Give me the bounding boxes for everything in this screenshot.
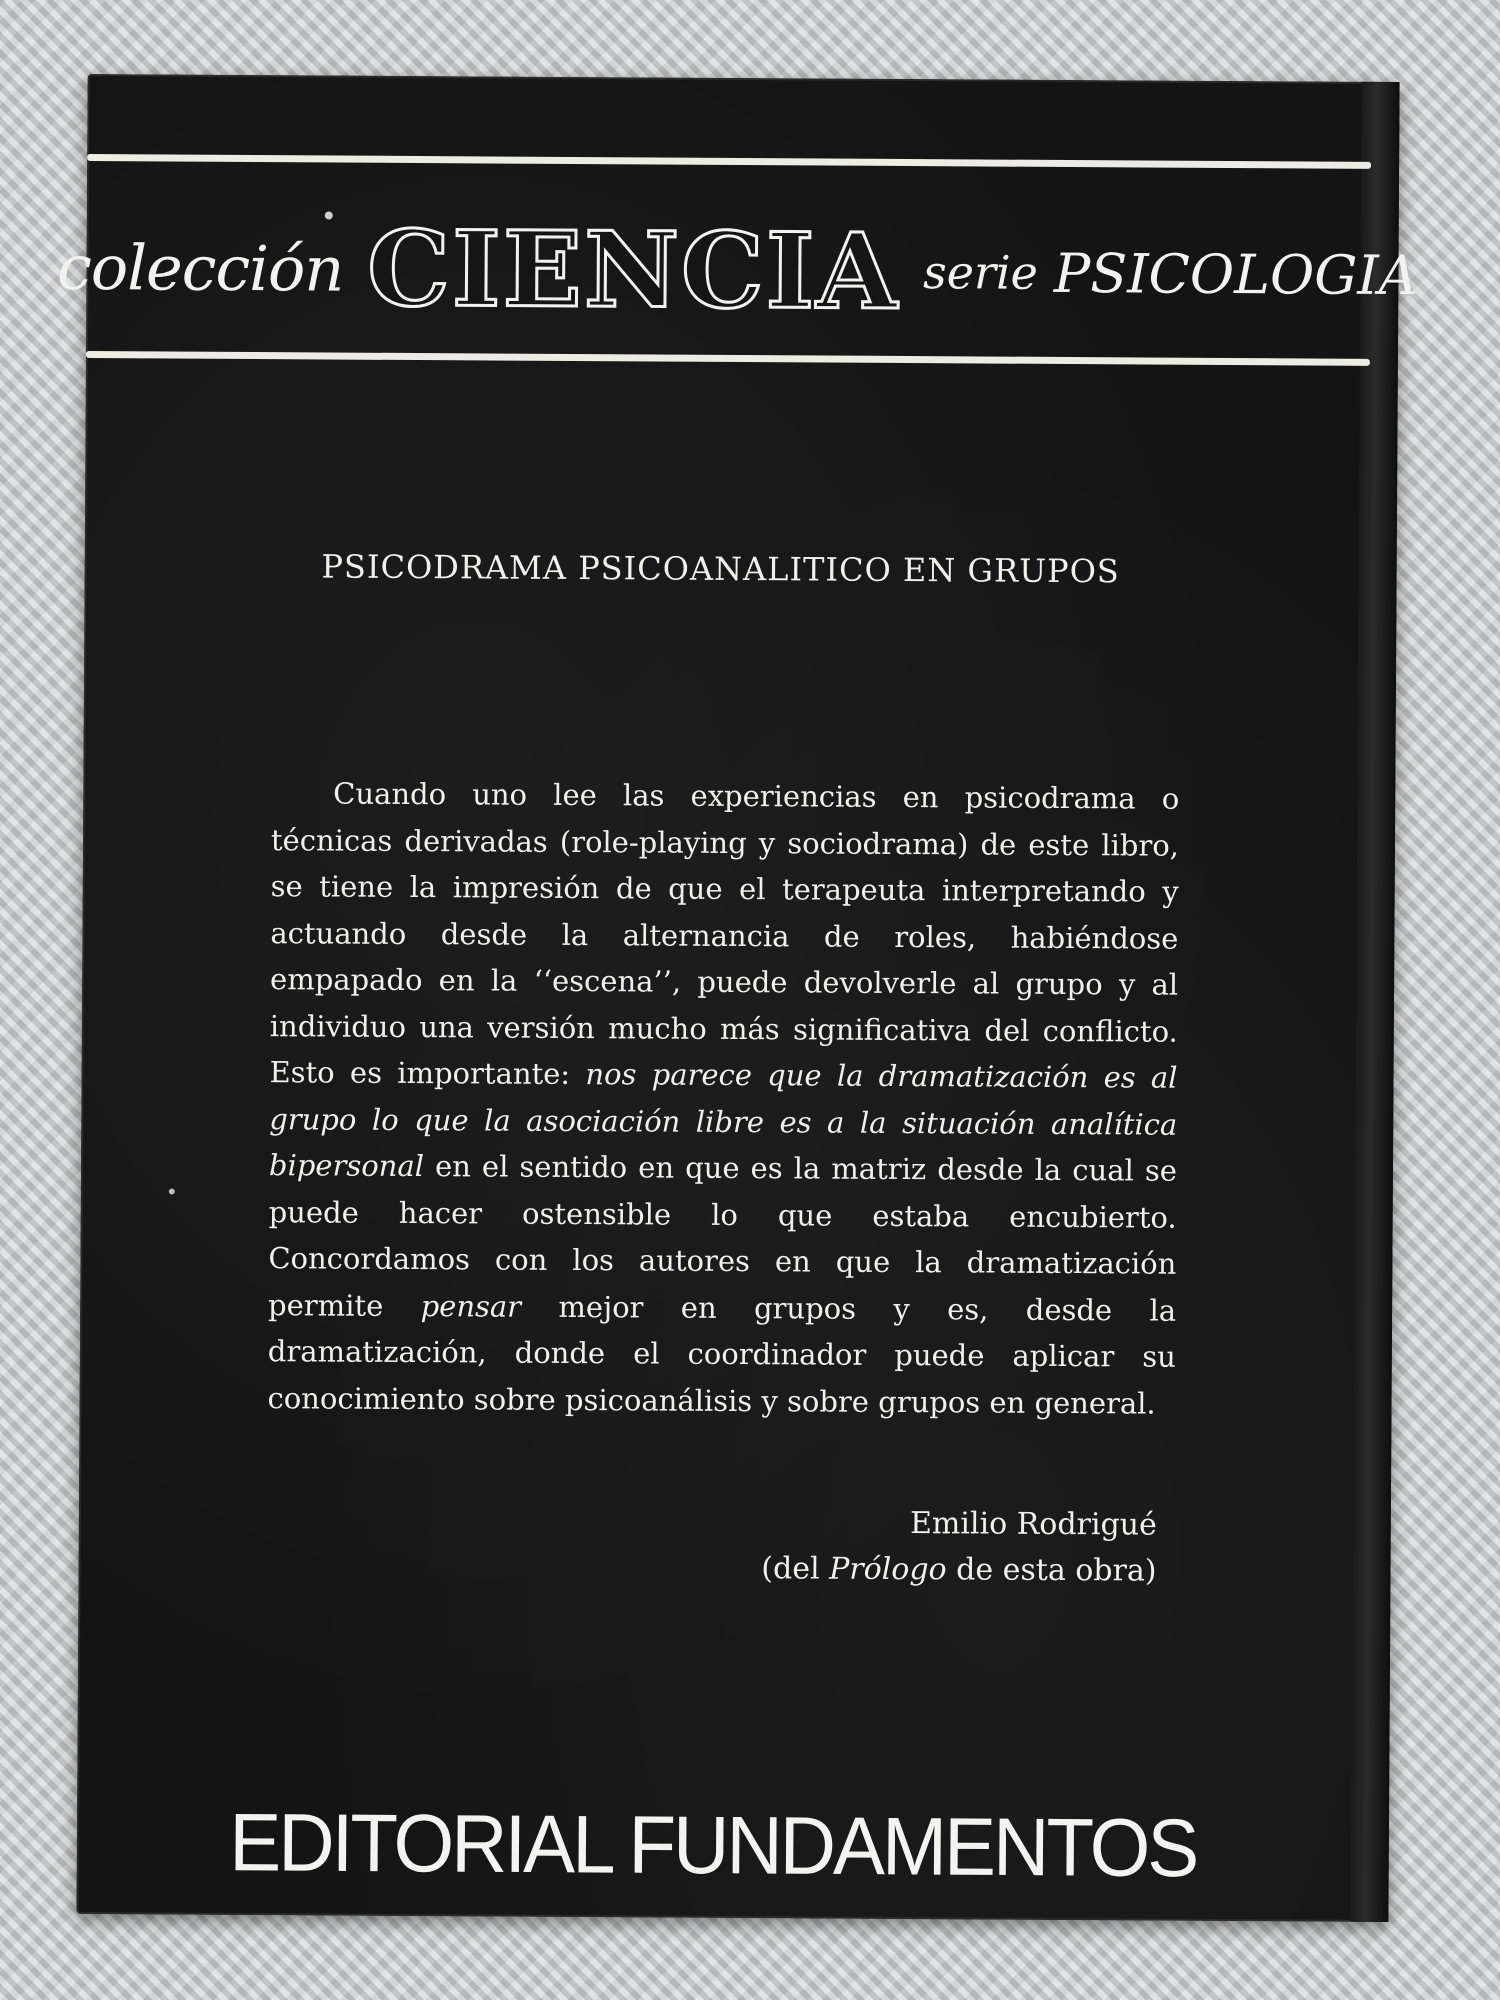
blurb-text-3: mejor en grupos y es, desde la dramatización, donde el coordinador puede aplicar su conocimiento sobre psicoanálisis y sobre grupos en general. — [267, 1289, 1177, 1421]
series-header — [56, 192, 1418, 349]
attribution-source-pre: (del — [761, 1551, 830, 1587]
bottom-rule — [86, 351, 1370, 366]
psicologia-label: PSICOLOGIA — [1053, 241, 1418, 307]
ciencia-logo: CIENCIA — [366, 206, 900, 333]
attribution-source-post: de esta obra) — [946, 1552, 1157, 1589]
attribution-source-italic: Prólogo — [829, 1551, 947, 1588]
blurb-italic-2: pensar — [420, 1288, 522, 1324]
attribution-source — [761, 1546, 1156, 1594]
blurb-text-1: Cuando uno lee las experiencias en psicodrama o técnicas derivadas (role-playing y sociodrama) de este libro, se tiene la impresión de que el terapeuta interpretando y actuando desde la alternancia de roles, habiéndose empapado en la ‘‘escena’’, puede devolverle al grupo y al individuo una versión mucho más significativa del conflicto. Esto es importante: — [269, 776, 1180, 1092]
serie-label: serie — [922, 245, 1039, 300]
blurb-text-2: en el sentido en que es la matriz desde la cual se puede hacer ostensible lo que estaba encubierto. Concordamos con los autores en que la dramatización permite — [268, 1149, 1178, 1323]
cover-speck — [325, 211, 333, 219]
blurb-italic-1: nos parece que la dramatización es al grupo lo que la asociación libre es a la situación analítica bipersonal — [268, 1057, 1178, 1184]
book-back-cover — [56, 74, 1418, 1922]
attribution-author: Emilio Rodrigué — [909, 1506, 1157, 1543]
blurb-paragraph — [267, 770, 1179, 1427]
book-title: PSICODRAMA PSICOANALITICO EN GRUPOS — [321, 547, 1120, 591]
cover-speck — [169, 1189, 175, 1195]
publisher-name: EDITORIAL FUNDAMENTOS — [229, 1795, 1197, 1894]
coleccion-label: colección — [56, 230, 344, 306]
top-rule — [87, 154, 1371, 169]
attribution — [761, 1500, 1157, 1594]
